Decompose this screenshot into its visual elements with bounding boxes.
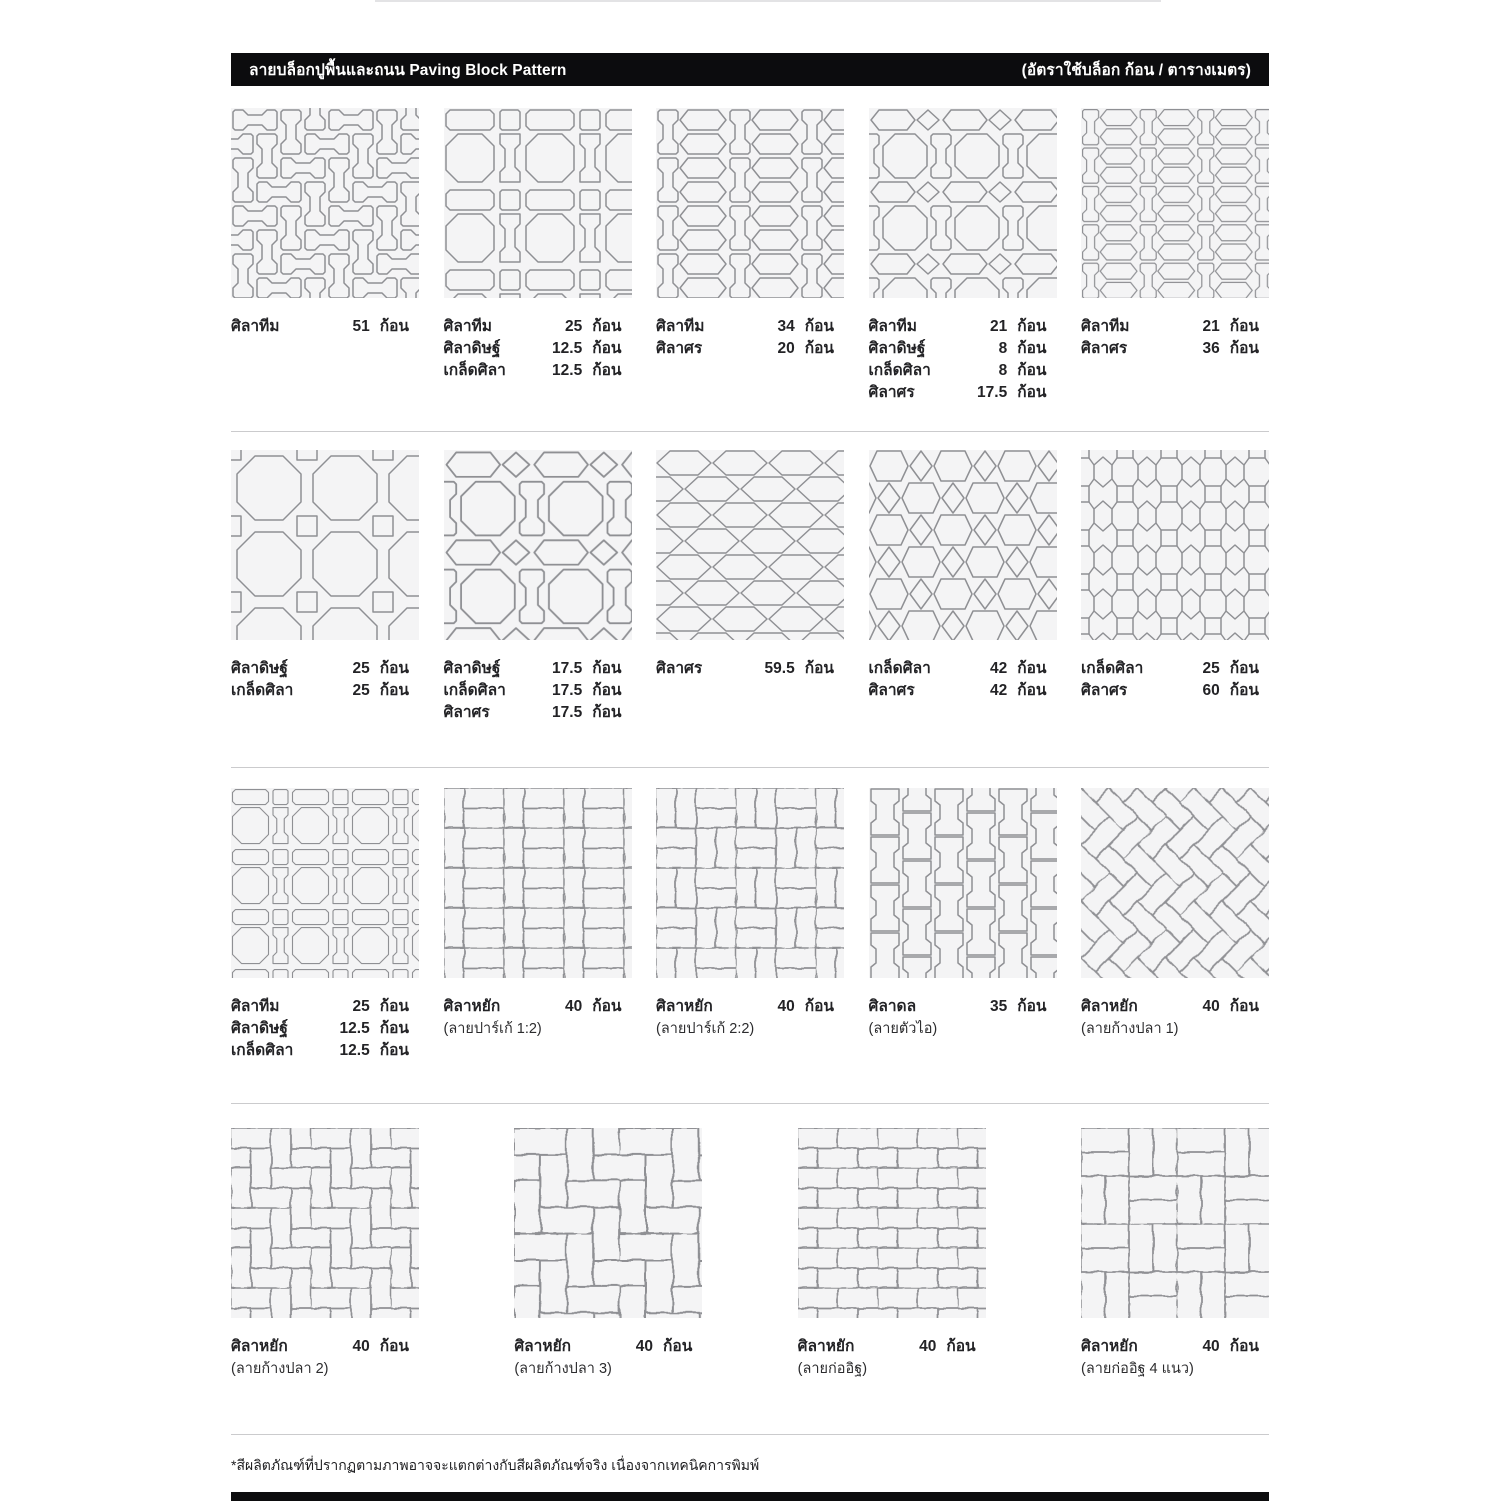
count-unit: ก้อน [663,1338,693,1355]
pattern-label [444,996,632,1039]
pattern-label-line [444,680,632,702]
count-value: 40 [564,998,583,1015]
pattern-label [1081,1336,1269,1379]
pattern-label-line [869,316,1057,338]
count-unit: ก้อน [379,998,409,1015]
pattern-variant: (ลายก้างปลา 2) [231,1361,329,1377]
pattern-label [231,316,419,338]
pattern-name: เกล็ดศิลา [868,362,931,379]
pattern-card [514,1128,702,1379]
pattern-swatch-pat-mix-sm [231,788,419,978]
count-unit: ก้อน [1229,682,1259,699]
pattern-count [548,996,631,1018]
pattern-card [869,450,1057,724]
pattern-label [231,658,419,702]
pattern-name: เกล็ดศิลา [231,682,294,699]
count-unit: ก้อน [1017,384,1047,401]
count-value: 36 [1202,340,1220,357]
count-unit: ก้อน [379,682,409,699]
pattern-count [902,1336,985,1358]
count-unit: ก้อน [1017,318,1047,335]
pattern-card [1081,450,1269,724]
count-value: 40 [1202,998,1220,1015]
count-unit: ก้อน [1017,682,1047,699]
pattern-name: ศิลาศร [868,682,915,699]
footnote [231,1455,1269,1477]
count-value: 25 [352,998,370,1015]
count-value: 40 [777,998,795,1015]
count-value: 42 [989,682,1008,699]
pattern-name: ศิลาหยัก [514,1338,572,1355]
pattern-grid [231,1128,1269,1379]
count-unit: ก้อน [592,998,622,1015]
count-value: 21 [989,318,1008,335]
count-unit: ก้อน [1017,362,1047,379]
pattern-name: เกล็ดศิลา [868,660,931,677]
count-value: 17.5 [552,682,583,699]
pattern-label-line [1081,338,1269,360]
pattern-name: ศิลาดิษฐ์ [443,660,501,677]
count-value: 60 [1202,682,1220,699]
pattern-label [514,1336,702,1379]
pattern-sections [231,86,1269,1435]
count-unit: ก้อน [1229,998,1259,1015]
pattern-swatch-pat-hb45 [1081,788,1269,978]
pattern-name: ศิลาศร [443,704,490,721]
count-unit: ก้อน [592,704,622,721]
pattern-name: ศิลาศร [1081,340,1128,357]
pattern-card [798,1128,986,1379]
count-unit: ก้อน [1017,660,1047,677]
pattern-row [231,86,1269,432]
count-unit: ก้อน [592,340,622,357]
pattern-count [1186,316,1269,338]
pattern-swatch-pat-team-son [656,108,844,298]
pattern-variant: (ลายก้างปลา 1) [1081,1021,1179,1037]
pattern-name: ศิลาดล [868,998,917,1015]
pattern-label-line [444,996,632,1018]
page-top-rule [375,0,1161,2]
pattern-count [1186,996,1269,1018]
pattern-label [1081,658,1269,702]
pattern-label [656,658,844,680]
pattern-name: เกล็ดศิลา [231,1042,294,1059]
pattern-name: ศิลาหยัก [443,998,501,1015]
pattern-count [973,996,1056,1018]
pattern-swatch-pat-team-son-sm [1081,108,1269,298]
pattern-name: ศิลาหยัก [231,1338,288,1355]
page-title: ลายบล็อกปูพื้นและถนน Paving Block Pattern [249,62,567,79]
pattern-count [619,1336,702,1358]
count-unit: ก้อน [592,682,622,699]
pattern-swatch-pat-basket4 [1081,1128,1269,1318]
pattern-name: เกล็ดศิลา [443,362,506,379]
pattern-row [231,432,1269,768]
count-unit: ก้อน [804,660,834,677]
pattern-name: ศิลาทีม [231,318,280,335]
pattern-swatch-pat-oct-sq-hex [444,450,632,640]
pattern-name: ศิลาศร [656,660,703,677]
pattern-label-line [444,702,632,724]
pattern-label-line [444,360,632,382]
pattern-label-line [231,1018,419,1040]
pattern-label-line [869,382,1057,404]
pattern-name: เกล็ดศิลา [443,682,506,699]
count-value: 12.5 [339,1020,370,1037]
count-unit: ก้อน [592,362,622,379]
pattern-swatch-pat-sq-hex [1081,450,1269,640]
pattern-swatch-pat-hb-lg [514,1128,702,1318]
pattern-grid [231,788,1269,1062]
count-unit: ก้อน [1229,318,1259,335]
pattern-card [869,788,1057,1062]
pattern-count [336,1336,419,1358]
pattern-count [336,1040,419,1062]
pattern-count [973,658,1056,680]
pattern-label-line [869,338,1057,360]
pattern-count [973,316,1056,338]
pattern-swatch-pat-mix-four [869,108,1057,298]
pattern-name: ศิลาหยัก [1081,998,1138,1015]
count-value: 12.5 [552,362,583,379]
pattern-name: ศิลาดิษฐ์ [231,1020,288,1037]
count-value: 25 [352,660,370,677]
pattern-swatch-pat-hb [231,1128,419,1318]
pattern-count [548,338,631,360]
pattern-label-line [231,1040,419,1062]
pattern-card [231,450,419,724]
pattern-label [231,996,419,1062]
pattern-label [1081,316,1269,360]
pattern-variant: (ลายปาร์เก้ 1:2) [443,1021,542,1037]
pattern-variant: (ลายก่ออิฐ) [797,1361,868,1377]
count-value: 12.5 [552,340,583,357]
count-unit: ก้อน [804,318,834,335]
pattern-count [1186,1336,1269,1358]
pattern-label [444,658,632,724]
count-unit: ก้อน [804,998,834,1015]
pattern-variant: (ลายปาร์เก้ 2:2) [656,1021,755,1037]
pattern-count [336,996,419,1018]
pattern-variant: (ลายก่ออิฐ 4 แนว) [1080,1361,1194,1377]
pattern-label [798,1336,986,1379]
pattern-name: ศิลาดิษฐ์ [231,660,288,677]
count-unit: ก้อน [379,318,409,335]
pattern-variant: (ลายตัวไอ) [868,1021,938,1037]
pattern-label-line [656,338,844,360]
pattern-label-line [231,996,419,1018]
pattern-name: ศิลาหยัก [656,998,713,1015]
count-unit: ก้อน [592,318,622,335]
count-value: 40 [919,1338,937,1355]
pattern-label [444,316,632,382]
pattern-name: ศิลาทีม [868,318,917,335]
pattern-count [548,702,631,724]
pattern-label [656,316,844,360]
pattern-label-line [656,658,844,680]
count-unit: ก้อน [1229,340,1259,357]
pattern-count [336,658,419,680]
pattern-name: ศิลาศร [656,340,703,357]
pattern-label [231,1336,419,1379]
count-unit: ก้อน [946,1338,976,1355]
pattern-count [336,680,419,702]
pattern-grid [231,108,1269,404]
pattern-label-line [444,658,632,680]
footnote-text: *สีผลิตภัณฑ์ที่ปรากฏตามภาพอาจจะแตกต่างกับสีผลิตภัณฑ์จริง เนื่องจากเทคนิคการพิมพ์ [231,1457,760,1473]
count-unit: ก้อน [379,1338,409,1355]
pattern-label-line [444,316,632,338]
count-value: 40 [352,1338,370,1355]
pattern-name: ศิลาทีม [1081,318,1130,335]
count-value: 59.5 [764,660,795,677]
pattern-label-line [798,1336,986,1358]
count-value: 17.5 [552,704,583,721]
count-unit: ก้อน [1229,1338,1259,1355]
pattern-swatch-pat-mix [444,108,632,298]
pattern-count [973,680,1056,702]
pattern-swatch-pat-bond [798,1128,986,1318]
pattern-label-line [231,316,419,338]
count-unit: ก้อน [1229,660,1259,677]
pattern-label-line [656,316,844,338]
pattern-card [1081,1128,1269,1379]
count-value: 40 [635,1338,654,1355]
count-value: 20 [777,340,795,357]
count-unit: ก้อน [804,340,834,357]
pattern-count [1186,680,1269,702]
pattern-name: ศิลาทีม [443,318,492,335]
pattern-label [869,996,1057,1039]
pattern-variant: (ลายก้างปลา 3) [514,1361,612,1377]
pattern-count [761,658,844,680]
count-unit: ก้อน [379,660,409,677]
pattern-count [336,1018,419,1040]
pattern-card [656,788,844,1062]
pattern-count [548,680,631,702]
pattern-name: เกล็ดศิลา [1081,660,1144,677]
pattern-count [548,360,631,382]
pattern-count [548,316,631,338]
pattern-name: ศิลาหยัก [797,1338,855,1355]
pattern-label [656,996,844,1039]
pattern-card [869,108,1057,404]
pattern-label-line [514,1336,702,1358]
pattern-card [656,450,844,724]
pattern-swatch-pat-i-col [869,788,1057,978]
pattern-card [444,450,632,724]
count-value: 42 [989,660,1008,677]
count-unit: ก้อน [1017,340,1047,357]
pattern-card [444,108,632,404]
pattern-name: ศิลาศร [1081,682,1128,699]
count-value: 17.5 [552,660,583,677]
count-value: 8 [998,362,1008,379]
pattern-card [1081,788,1269,1062]
pattern-count [761,996,844,1018]
pattern-card [444,788,632,1062]
pattern-label-line [1081,680,1269,702]
count-value: 8 [998,340,1008,357]
pattern-grid [231,450,1269,724]
count-value: 17.5 [977,384,1008,401]
pattern-label-line [1081,658,1269,680]
pattern-label [869,316,1057,404]
count-unit: ก้อน [379,1042,409,1059]
pattern-count [336,316,419,338]
pattern-name: ศิลาทีม [656,318,705,335]
pattern-card [231,1128,419,1379]
pattern-count [548,658,631,680]
pattern-name: ศิลาดิษฐ์ [868,340,926,357]
count-value: 40 [1202,1338,1220,1355]
count-value: 25 [564,318,583,335]
pattern-card [656,108,844,404]
pattern-swatch-pat-hex-diamond [869,450,1057,640]
pattern-count [761,338,844,360]
count-unit: ก้อน [1017,998,1047,1015]
catalog-page [231,0,1269,1501]
pattern-count [973,338,1056,360]
count-value: 34 [777,318,795,335]
pattern-row [231,768,1269,1104]
count-value: 35 [989,998,1008,1015]
pattern-label-line [869,658,1057,680]
count-value: 25 [1202,660,1220,677]
pattern-label-line [1081,316,1269,338]
pattern-swatch-pat-parquet22 [656,788,844,978]
pattern-row [231,1104,1269,1435]
pattern-card [231,108,419,404]
pattern-swatch-pat-oct-sq [231,450,419,640]
pattern-label [1081,996,1269,1039]
pattern-card [231,788,419,1062]
pattern-name: ศิลาศร [868,384,915,401]
pattern-label-line [231,1336,419,1358]
count-value: 25 [352,682,370,699]
pattern-label-line [869,996,1057,1018]
pattern-swatch-pat-team [231,108,419,298]
pattern-name: ศิลาดิษฐ์ [443,340,501,357]
pattern-card [1081,108,1269,404]
pattern-label-line [1081,996,1269,1018]
pattern-name: ศิลาหยัก [1080,1338,1138,1355]
pattern-label-line [869,680,1057,702]
pattern-swatch-pat-hex [656,450,844,640]
count-unit: ก้อน [592,660,622,677]
pattern-label-line [656,996,844,1018]
pattern-label-line [444,338,632,360]
count-value: 21 [1202,318,1220,335]
count-value: 51 [352,318,370,335]
pattern-count [973,382,1056,404]
count-unit: ก้อน [379,1020,409,1037]
pattern-count [973,360,1056,382]
pattern-count [1186,658,1269,680]
pattern-label-line [231,680,419,702]
pattern-label [869,658,1057,702]
section-header-bar [231,53,1269,86]
count-value: 12.5 [339,1042,370,1059]
rate-note: (อัตราใช้บล็อก ก้อน / ตารางเมตร) [1021,62,1251,79]
pattern-label-line [231,658,419,680]
pattern-count [1186,338,1269,360]
pattern-swatch-pat-parquet12 [444,788,632,978]
pattern-label-line [869,360,1057,382]
pattern-label-line [1081,1336,1269,1358]
pattern-name: ศิลาทีม [231,998,280,1015]
pattern-count [761,316,844,338]
